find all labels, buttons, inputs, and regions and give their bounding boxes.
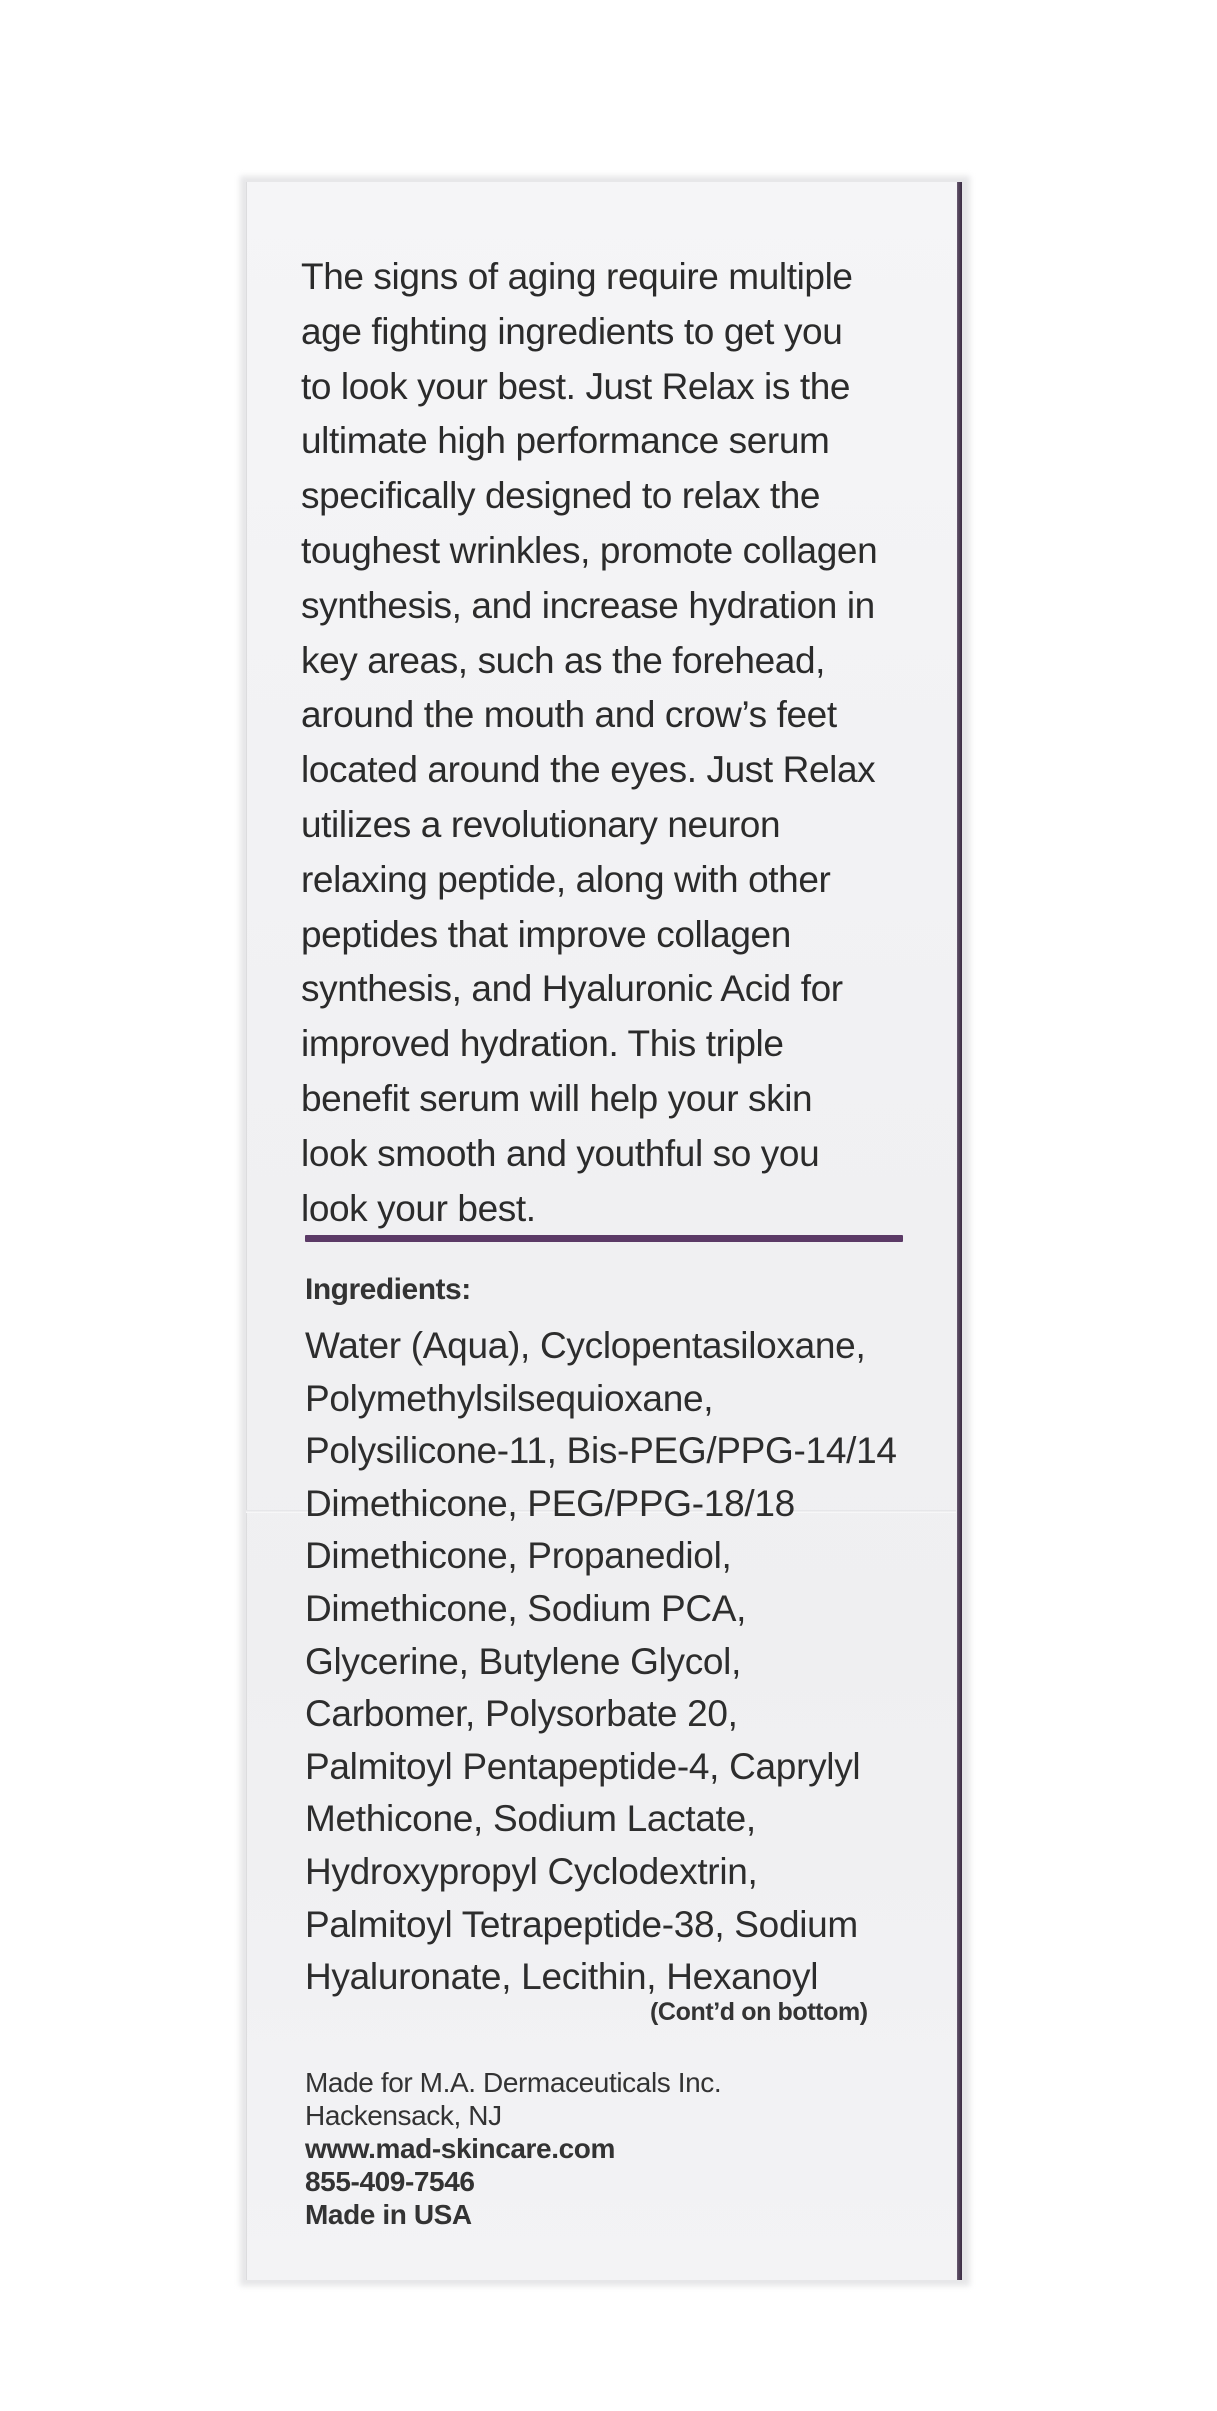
description-line: improved hydration. This triple [301,1023,784,1065]
ingredient-line: Water (Aqua), Cyclopentasiloxane, [305,1325,866,1366]
manufacturer-info [305,2066,721,2231]
ingredient-line: Palmitoyl Tetrapeptide-38, Sodium [305,1903,858,1945]
description-line: look smooth and youthful so you [301,1132,820,1174]
ingredients-heading: Ingredients: [305,1273,471,1306]
description-line: The signs of aging require multiple [301,256,853,297]
made-for-text: Made for M.A. Dermaceuticals Inc. [305,2067,722,2098]
description-line: toughest wrinkles, promote collagen [301,529,878,571]
ingredient-line: Dimethicone, PEG/PPG-18/18 [305,1482,795,1524]
description-line: specifically designed to relax the [301,475,821,517]
city-text: Hackensack, NJ [305,2100,502,2131]
phone-number: 855-409-7546 [305,2166,475,2197]
product-description [301,250,921,1236]
ingredient-line: Glycerine, Butylene Glycol, [305,1640,742,1682]
origin-text: Made in USA [305,2199,472,2230]
ingredient-line: Palmitoyl Pentapeptide-4, Caprylyl [305,1745,861,1787]
description-line: around the mouth and crow’s feet [301,694,837,736]
ingredients-list [305,1320,897,2004]
description-line: synthesis, and increase hydration in [301,584,875,626]
description-line: ultimate high performance serum [301,420,830,462]
ingredient-line: Polysilicone-11, Bis-PEG/PPG-14/14 [305,1430,897,1472]
ingredient-line: Hydroxypropyl Cyclodextrin, [305,1850,758,1892]
description-line: relaxing peptide, along with other [301,858,831,900]
description-line: synthesis, and Hyaluronic Acid for [301,968,843,1010]
ingredient-line: Dimethicone, Propanediol, [305,1535,732,1577]
description-line: benefit serum will help your skin [301,1077,813,1119]
ingredient-line: Dimethicone, Sodium PCA, [305,1587,747,1629]
ingredient-line: Hyaluronate, Lecithin, Hexanoyl [305,1956,819,1998]
continued-note: (Cont’d on bottom) [650,1998,868,2026]
description-line: age fighting ingredients to get you [301,310,843,352]
section-divider [305,1235,903,1242]
description-line: utilizes a revolutionary neuron [301,803,781,845]
description-line: look your best. [301,1187,536,1229]
description-line: key areas, such as the forehead, [301,639,826,681]
ingredient-line: Carbomer, Polysorbate 20, [305,1693,738,1735]
description-line: located around the eyes. Just Relax [301,749,876,791]
description-line: peptides that improve collagen [301,913,791,955]
website-link: www.mad-skincare.com [305,2133,615,2164]
ingredient-line: Methicone, Sodium Lactate, [305,1798,756,1840]
ingredient-line: Polymethylsilsequioxane, [305,1377,714,1419]
description-line: to look your best. Just Relax is the [301,365,851,407]
